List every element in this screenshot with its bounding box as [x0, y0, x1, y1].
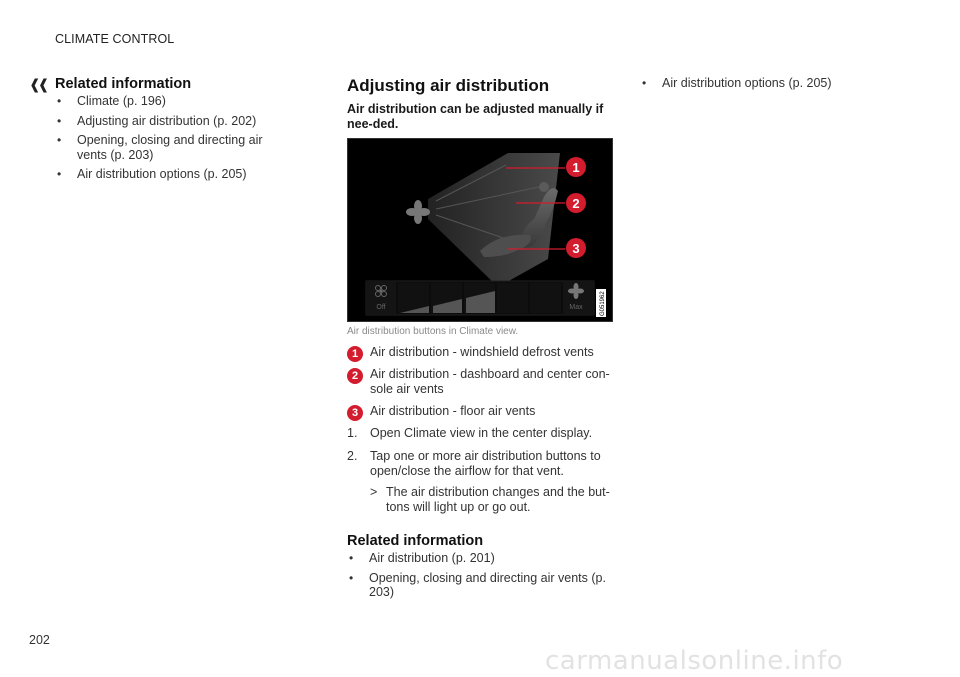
column-right	[640, 76, 900, 96]
related-link[interactable]: • Opening, closing and directing air vents (p. 203)	[57, 133, 263, 162]
bullet-icon: •	[349, 570, 354, 585]
related-info-heading: Related information	[347, 533, 484, 549]
step-number: 1.	[347, 426, 358, 440]
figure-caption: Air distribution buttons in Climate view.	[347, 326, 519, 337]
result-arrow-icon: >	[370, 485, 378, 499]
step-item: 2. Tap one or more air distribution buttons to open/close the airflow for that vent. > The air distribution changes and the but-tons will light up or go out.	[347, 449, 613, 515]
callout-item: 2 Air distribution - dashboard and center con-sole air vents	[347, 367, 613, 397]
watermark: carmanualsonline.info	[545, 646, 844, 676]
air-distribution-illustration	[348, 139, 612, 321]
bullet-icon: •	[349, 551, 354, 565]
callout-number-badge: 3	[347, 405, 363, 421]
related-info-heading: Related information	[55, 76, 192, 92]
instruction-steps	[347, 426, 613, 515]
fan-icon	[406, 200, 430, 224]
step-result: > The air distribution changes and the but-tons will light up or go out.	[370, 485, 610, 514]
related-links-list	[347, 551, 613, 600]
figure-code: G051962	[600, 291, 606, 316]
bullet-icon: •	[57, 94, 62, 108]
callout-number-badge: 1	[347, 346, 363, 362]
bullet-icon: •	[57, 133, 62, 147]
page-title: Adjusting air distribution	[347, 76, 550, 95]
column-left	[55, 76, 295, 187]
section-header: CLIMATE CONTROL	[55, 32, 175, 46]
bullet-icon: •	[642, 76, 647, 90]
column-middle	[347, 76, 613, 605]
related-link[interactable]: • Air distribution options (p. 205)	[57, 167, 247, 181]
related-link[interactable]: • Opening, closing and directing air vents (p. 203)	[349, 570, 606, 599]
intro-text: Air distribution can be adjusted manually if nee-ded.	[347, 102, 604, 131]
fan-max-label: Max	[569, 304, 583, 311]
callout-1-label: 1	[572, 160, 580, 175]
related-links-list	[55, 94, 295, 182]
related-link[interactable]: • Air distribution options (p. 205)	[642, 76, 832, 90]
callout-list	[347, 345, 613, 419]
climate-view-figure	[347, 138, 613, 322]
callout-number-badge: 2	[347, 368, 363, 384]
bullet-icon: •	[57, 167, 62, 181]
continued-from-previous-icon: ❰❰	[29, 76, 47, 92]
related-link[interactable]: • Climate (p. 196)	[57, 94, 166, 108]
page-number: 202	[29, 633, 50, 647]
callout-2-label: 2	[572, 196, 580, 211]
related-links-list	[640, 76, 900, 91]
related-link[interactable]: • Adjusting air distribution (p. 202)	[57, 113, 257, 128]
related-link[interactable]: • Air distribution (p. 201)	[349, 551, 495, 565]
callout-item: 1 Air distribution - windshield defrost vents	[347, 345, 613, 360]
bullet-icon: •	[57, 113, 62, 128]
callout-item: 3 Air distribution - floor air vents	[347, 404, 613, 419]
fan-off-label: Off	[376, 304, 386, 311]
step-item: 1. Open Climate view in the center display.	[347, 426, 593, 440]
callout-3-label: 3	[572, 241, 580, 256]
step-number: 2.	[347, 449, 358, 463]
